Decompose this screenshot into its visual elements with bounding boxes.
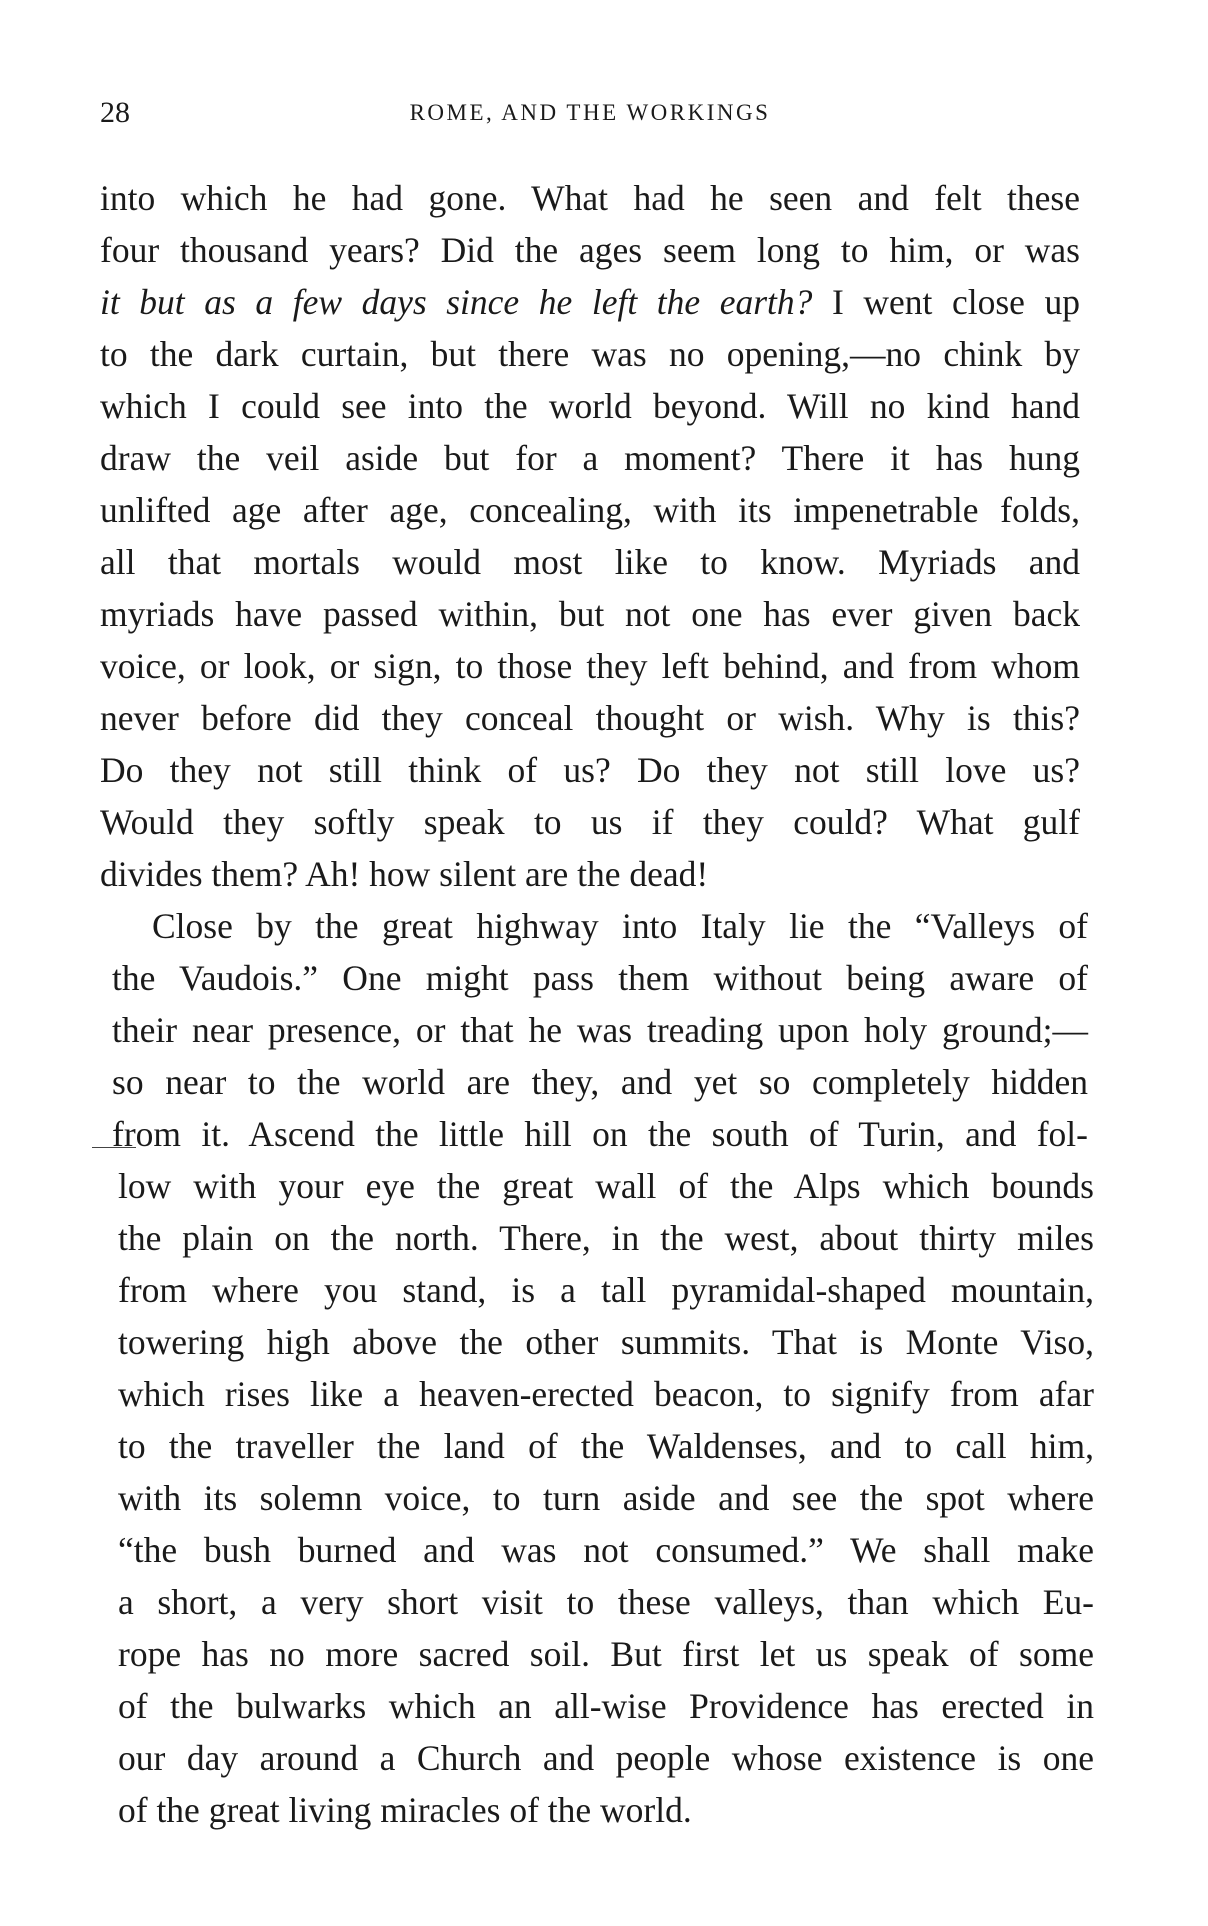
text-run: Close by the great highway into Italy lie the “Valleys of [152, 906, 1088, 946]
text-run: draw the veil aside but for a moment? There it has hung [100, 438, 1080, 478]
text-run: Would they softly speak to us if they could? What gulf [100, 802, 1080, 842]
text-line [118, 1680, 1094, 1732]
ink-mark [92, 1147, 136, 1148]
text-line [100, 224, 1080, 276]
text-line [100, 588, 1080, 640]
text-run: voice, or look, or sign, to those they left behind, and from whom [100, 646, 1080, 686]
text-run: of the bulwarks which an all-wise Providence has erected in [118, 1686, 1094, 1726]
text-line [112, 1056, 1088, 1108]
text-line [100, 692, 1080, 744]
italic-text: it but as a few days since he left the earth? [100, 282, 813, 322]
text-line [112, 900, 1088, 952]
text-line [118, 1628, 1094, 1680]
text-run: I went close up [812, 282, 1080, 322]
text-run: of the great living miracles of the world. [118, 1790, 692, 1830]
text-line [100, 432, 1080, 484]
text-run: our day around a Church and people whose existence is one [118, 1738, 1094, 1778]
text-run: from it. Ascend the little hill on the south of Turin, and fol- [112, 1114, 1088, 1154]
text-line [118, 1524, 1094, 1576]
text-run: myriads have passed within, but not one has ever given back [100, 594, 1080, 634]
text-line [100, 328, 1080, 380]
text-line [100, 536, 1080, 588]
text-run: “the bush burned and was not consumed.” We shall make [118, 1530, 1094, 1570]
text-run: all that mortals would most like to know. Myriads and [100, 542, 1080, 582]
text-run: to the traveller the land of the Waldenses, and to call him, [118, 1426, 1094, 1466]
text-line [118, 1160, 1094, 1212]
text-run: which I could see into the world beyond. Will no kind hand [100, 386, 1080, 426]
text-run: the Vaudois.” One might pass them without being aware of [112, 958, 1088, 998]
page-number: 28 [100, 96, 130, 129]
text-line [100, 276, 1080, 328]
text-line [118, 1576, 1094, 1628]
text-line [100, 484, 1080, 536]
text-line [118, 1368, 1094, 1420]
text-run: a short, a very short visit to these valleys, than which Eu- [118, 1582, 1094, 1622]
text-run: low with your eye the great wall of the Alps which bounds [118, 1166, 1094, 1206]
text-line [112, 1108, 1088, 1160]
text-run: from where you stand, is a tall pyramidal-shaped mountain, [118, 1270, 1094, 1310]
text-line [118, 1420, 1094, 1472]
text-line [118, 1784, 1094, 1836]
text-line [118, 1264, 1094, 1316]
text-line [118, 1472, 1094, 1524]
running-title: ROME, AND THE WORKINGS [409, 100, 771, 125]
text-line [100, 848, 1080, 900]
text-line [100, 744, 1080, 796]
text-line [118, 1212, 1094, 1264]
text-run: their near presence, or that he was treading upon holy ground;— [112, 1010, 1088, 1050]
text-run: to the dark curtain, but there was no opening,—no chink by [100, 334, 1080, 374]
text-line [100, 172, 1080, 224]
body-text [100, 172, 1094, 1836]
text-run: Do they not still think of us? Do they not still love us? [100, 750, 1080, 790]
paragraph-2 [100, 900, 1094, 1836]
text-run: never before did they conceal thought or wish. Why is this? [100, 698, 1080, 738]
text-run: rope has no more sacred soil. But first let us speak of some [118, 1634, 1094, 1674]
text-line [112, 1004, 1088, 1056]
paragraph-1 [100, 172, 1080, 900]
text-line [100, 640, 1080, 692]
text-run: into which he had gone. What had he seen and felt these [100, 178, 1080, 218]
running-head [100, 96, 1080, 136]
text-run: four thousand years? Did the ages seem long to him, or was [100, 230, 1080, 270]
text-run: the plain on the north. There, in the west, about thirty miles [118, 1218, 1094, 1258]
text-line [100, 380, 1080, 432]
text-line [118, 1732, 1094, 1784]
text-run: so near to the world are they, and yet so completely hidden [112, 1062, 1088, 1102]
text-run: which rises like a heaven-erected beacon, to signify from afar [118, 1374, 1094, 1414]
text-run: towering high above the other summits. That is Monte Viso, [118, 1322, 1094, 1362]
text-run: divides them? Ah! how silent are the dead! [100, 854, 709, 894]
text-line [112, 952, 1088, 1004]
text-run: with its solemn voice, to turn aside and see the spot where [118, 1478, 1094, 1518]
text-run: unlifted age after age, concealing, with its impenetrable folds, [100, 490, 1080, 530]
text-line [118, 1316, 1094, 1368]
text-line [100, 796, 1080, 848]
